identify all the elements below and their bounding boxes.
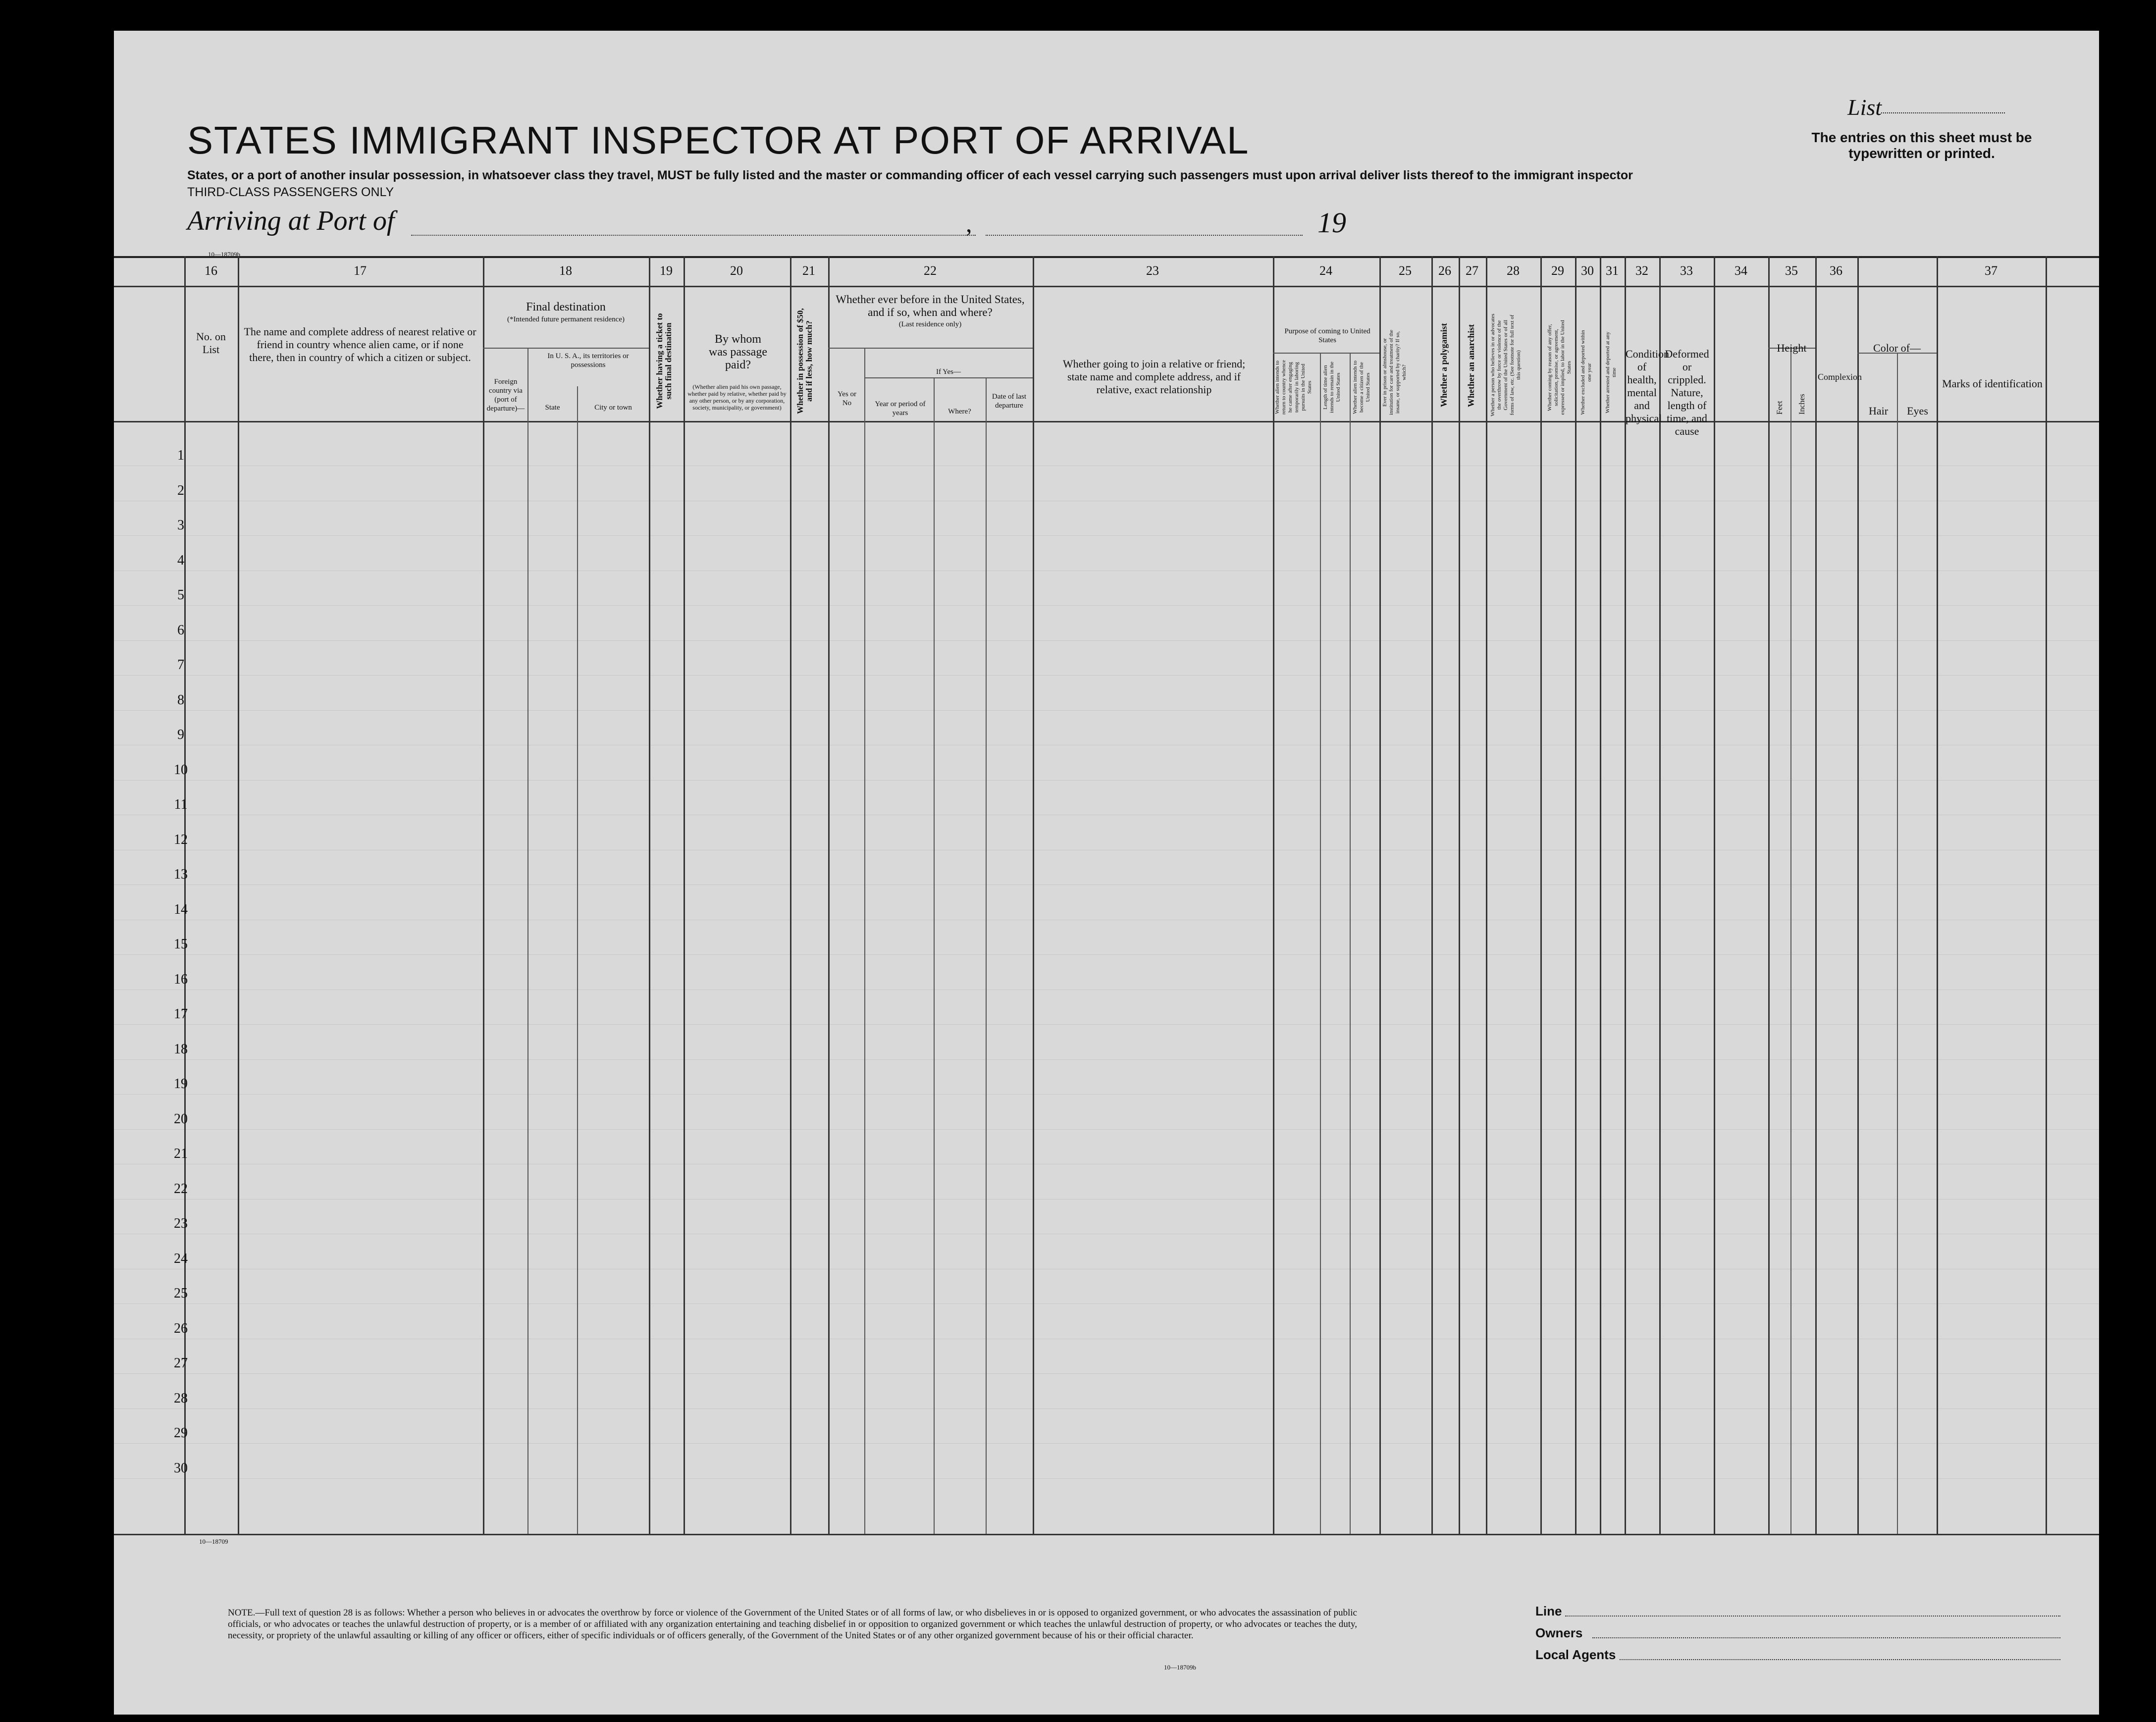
row-number: 3	[177, 518, 184, 533]
row-number: 19	[174, 1076, 188, 1092]
row-rule	[114, 535, 2099, 536]
row-number: 13	[174, 867, 188, 882]
row-number: 18	[174, 1041, 188, 1057]
column-divider	[483, 256, 484, 1534]
header-if-yes: If Yes—	[936, 368, 961, 376]
comma: ,	[966, 209, 972, 237]
column-number: 16	[205, 263, 217, 278]
header-passage-paid-note: (Whether alien paid his own passage, whether paid by relative, whether paid by any other person, or by any corporation, society, municipality, or government)	[687, 383, 787, 411]
column-number: 35	[1785, 263, 1798, 278]
header-complexion: Complexion	[1818, 372, 1862, 382]
row-rule	[114, 675, 2099, 676]
table-bottom-rule	[114, 1534, 2099, 1535]
row-number: 6	[177, 622, 184, 638]
column-divider	[1320, 353, 1321, 1534]
row-rule	[114, 954, 2099, 955]
owners-field[interactable]	[1592, 1637, 2060, 1638]
header-eyes: Eyes	[1907, 405, 1928, 417]
column-divider	[1714, 256, 1715, 1534]
arriving-label: Arriving at Port of	[187, 206, 395, 236]
port-field[interactable]	[411, 235, 976, 236]
header-purpose-citizen: Whether alien intends to become a citizen of the United States	[1352, 361, 1371, 414]
column-divider	[986, 377, 987, 1534]
entries-note: The entries on this sheet must be typewritten or printed.	[1811, 130, 2032, 161]
row-number: 21	[174, 1146, 188, 1161]
column-number: 26	[1438, 263, 1451, 278]
header-hair: Hair	[1868, 405, 1889, 417]
header-yes-no: Yes or No	[837, 390, 857, 407]
column-number: 29	[1551, 263, 1564, 278]
row-number: 5	[177, 587, 184, 603]
row-number: 30	[174, 1460, 188, 1476]
row-number: 2	[177, 482, 184, 498]
header-prison: Ever in prison or almshouse, or institution for care and treatment of the insane, or supported by charity? If so, which?	[1382, 329, 1407, 416]
column-divider	[1659, 256, 1661, 1534]
row-rule	[114, 1059, 2099, 1060]
column-number: 28	[1507, 263, 1520, 278]
local-agents-field[interactable]	[1620, 1659, 2060, 1660]
page-title: STATES IMMIGRANT INSPECTOR AT PORT OF ARRIVAL	[187, 118, 1250, 162]
column-divider	[1897, 353, 1898, 1534]
header-purpose: Purpose of coming to United States	[1284, 327, 1370, 344]
row-number: 10	[174, 762, 188, 778]
column-number: 20	[730, 263, 743, 278]
column-number: 27	[1466, 263, 1478, 278]
header-ticket: Whether having a ticket to such final destination	[655, 313, 673, 409]
row-rule	[114, 605, 2099, 606]
row-number: 20	[174, 1111, 188, 1127]
row-rule	[114, 1199, 2099, 1200]
header-labor-offer: Whether coming by reason of any offer, solicitation, promise, or agreement, expressed or implied, to labor in the United States	[1547, 320, 1572, 415]
column-number: 18	[559, 263, 572, 278]
subheader-rule	[864, 377, 1033, 378]
header-where: Where?	[948, 408, 971, 416]
header-date-departure: Date of last departure	[992, 393, 1027, 410]
column-number: 36	[1830, 263, 1842, 278]
form-number: 10—18709	[199, 1538, 228, 1545]
column-divider	[1600, 256, 1601, 1534]
row-rule	[114, 710, 2099, 711]
header-bottom-rule	[114, 421, 2099, 422]
row-rule	[114, 1094, 2099, 1095]
column-number: 19	[660, 263, 673, 278]
header-passage-paid: By whom was passage paid?	[709, 333, 767, 371]
row-number: 9	[177, 727, 184, 742]
footnote: NOTE.—Full text of question 28 is as follows: Whether a person who believes in or advocates the overthrow by force or violence of the Government of the United States or of all forms of law, or who disbelieves in or is opposed to organized government, or who advocates the assassination of public officials, or who advocates or teaches the unlawful destruction of property, or is a member of or affiliated with any organization entertaining and teaching disbelief in or opposition to organized government or which teaches the unlawful destruction of property, or who advocates or teaches the duty, necessity, or propriety of the unlawful assaulting or killing of any officer or officers, either of specific individuals or of officers generally, of the Government of the United States or of any other organized government because of his or their official character.	[228, 1608, 1357, 1641]
date-field[interactable]	[986, 235, 1303, 236]
column-number: 24	[1319, 263, 1332, 278]
header-inches: Inches	[1798, 394, 1806, 415]
table-top-rule	[114, 256, 2099, 258]
form-number: 10—18709b	[1164, 1664, 1196, 1671]
column-divider	[1486, 256, 1487, 1534]
header-height: Height	[1777, 342, 1807, 354]
header-health: Condition of health, mental and physical	[1626, 348, 1670, 424]
row-number: 24	[174, 1251, 188, 1266]
row-rule	[114, 1443, 2099, 1444]
row-number: 29	[174, 1425, 188, 1441]
row-number: 17	[174, 1006, 188, 1022]
header-anarchist: Whether an anarchist	[1466, 324, 1476, 407]
header-relative-address: The name and complete address of nearest relative or friend in country whence alien came, or if none there, then in country of which a citizen or subject.	[244, 325, 476, 364]
row-rule	[114, 1024, 2099, 1025]
column-divider	[577, 386, 578, 1534]
row-number: 16	[174, 971, 188, 987]
column-divider	[1459, 256, 1460, 1534]
column-divider	[238, 256, 239, 1534]
header-color-of: Color of—	[1873, 342, 1921, 354]
column-divider	[1937, 256, 1938, 1534]
header-arrested: Whether arrested and deported at any time	[1605, 331, 1617, 414]
header-marks: Marks of identification	[1942, 377, 2043, 390]
row-number: 26	[174, 1320, 188, 1336]
column-divider	[2046, 256, 2047, 1534]
owners-label: Owners	[1535, 1625, 1583, 1640]
row-number: 11	[174, 797, 188, 812]
row-number: 4	[177, 552, 184, 568]
row-number: 28	[174, 1390, 188, 1406]
header-rule	[114, 286, 2099, 287]
row-rule	[114, 640, 2099, 641]
header-city: City or town	[594, 404, 632, 412]
column-divider	[864, 348, 865, 1534]
column-number: 32	[1635, 263, 1648, 278]
row-rule	[114, 1373, 2099, 1374]
column-divider	[527, 348, 528, 1534]
header-last-residence: (Last residence only)	[898, 320, 962, 328]
header-foreign-country: Foreign country via (port of departure)—	[486, 378, 525, 413]
header-polygamist: Whether a polygamist	[1439, 323, 1449, 407]
header-purpose-return: Whether alien intends to return to country whence he came after engaging temporarily in laboring pursuits in the United States	[1274, 360, 1313, 415]
header-feet: Feet	[1776, 401, 1784, 415]
column-divider	[828, 256, 830, 1534]
list-number-field[interactable]	[1881, 112, 2005, 113]
column-divider	[649, 256, 650, 1534]
row-number: 12	[174, 832, 188, 847]
header-deformed: Deformed or crippled. Nature, length of time, and cause	[1665, 348, 1709, 437]
column-divider	[1768, 256, 1770, 1534]
manifest-sheet	[114, 31, 2099, 1715]
column-divider	[934, 377, 935, 1534]
row-rule	[114, 780, 2099, 781]
subheader-rule	[483, 348, 649, 349]
header-list-number: No. on List	[196, 330, 226, 356]
header-years: Year or period of years	[875, 400, 926, 417]
row-number: 25	[174, 1286, 188, 1301]
row-rule	[114, 1478, 2099, 1479]
column-divider	[1625, 256, 1626, 1534]
column-divider	[684, 256, 685, 1534]
column-number: 22	[924, 263, 937, 278]
header-excluded: Whether excluded and deported within one year	[1580, 330, 1592, 415]
column-divider	[1575, 256, 1577, 1534]
instructions: States, or a port of another insular possession, in whatsoever class they travel, MUST be fully listed and the master or commanding officer of each vessel carrying such passengers must upon arrival deliver lists thereof to the immigrant inspector	[187, 168, 1633, 182]
column-divider	[1431, 256, 1433, 1534]
column-number: 31	[1606, 263, 1619, 278]
row-number: 1	[177, 448, 184, 463]
column-divider	[1857, 256, 1859, 1534]
list-label: List	[1847, 95, 1882, 120]
column-divider	[1540, 256, 1542, 1534]
column-number: 33	[1680, 263, 1693, 278]
header-ever-in-us: Whether ever before in the United States, and if so, when and where?	[836, 293, 1025, 318]
column-divider	[1033, 256, 1034, 1534]
header-state: State	[545, 404, 560, 412]
column-number: 23	[1146, 263, 1159, 278]
column-divider	[1790, 348, 1791, 1534]
header-joining-relative: Whether going to join a relative or friend; state name and complete address, and if relative, exact relationship	[1062, 358, 1246, 396]
passenger-class: THIRD-CLASS PASSENGERS ONLY	[187, 185, 394, 199]
form-number: 10—18709b	[208, 251, 240, 258]
header-usa: In U. S. A., its territories or possessions	[547, 352, 629, 369]
column-divider	[790, 256, 791, 1534]
header-overthrow: Whether a person who believes in or advocates the overthrow by force or violence of the Government of the United States or of all forms of law, etc. (See footnote for full text of this question)	[1490, 313, 1522, 417]
column-divider	[1379, 256, 1381, 1534]
column-divider	[1815, 256, 1817, 1534]
local-agents-label: Local Agents	[1535, 1647, 1616, 1662]
column-number: 21	[802, 263, 815, 278]
row-rule	[114, 1129, 2099, 1130]
column-divider	[1273, 256, 1274, 1534]
row-number: 23	[174, 1216, 188, 1231]
row-number: 15	[174, 937, 188, 952]
column-divider	[1350, 353, 1351, 1534]
row-number: 7	[177, 657, 184, 673]
row-number: 8	[177, 692, 184, 708]
column-number: 17	[354, 263, 367, 278]
column-number: 34	[1735, 263, 1747, 278]
line-label: Line	[1535, 1604, 1562, 1618]
year-prefix: 19	[1317, 207, 1346, 239]
header-final-destination-note: (*Intended future permanent residence)	[507, 315, 625, 323]
column-number: 30	[1581, 263, 1594, 278]
line-field[interactable]	[1565, 1616, 2060, 1617]
row-number: 27	[174, 1356, 188, 1371]
row-number: 14	[174, 901, 188, 917]
header-fifty-dollars: Whether in possession of $50, and if less, how much?	[795, 308, 814, 414]
row-number: 22	[174, 1181, 188, 1197]
subheader-rule	[1273, 353, 1379, 354]
column-number: 25	[1399, 263, 1412, 278]
header-purpose-length: Length of time alien intends to remain in the United States	[1322, 362, 1341, 413]
column-number: 37	[1985, 263, 1998, 278]
header-final-destination: Final destination	[526, 301, 606, 313]
subheader-rule	[828, 348, 1033, 349]
